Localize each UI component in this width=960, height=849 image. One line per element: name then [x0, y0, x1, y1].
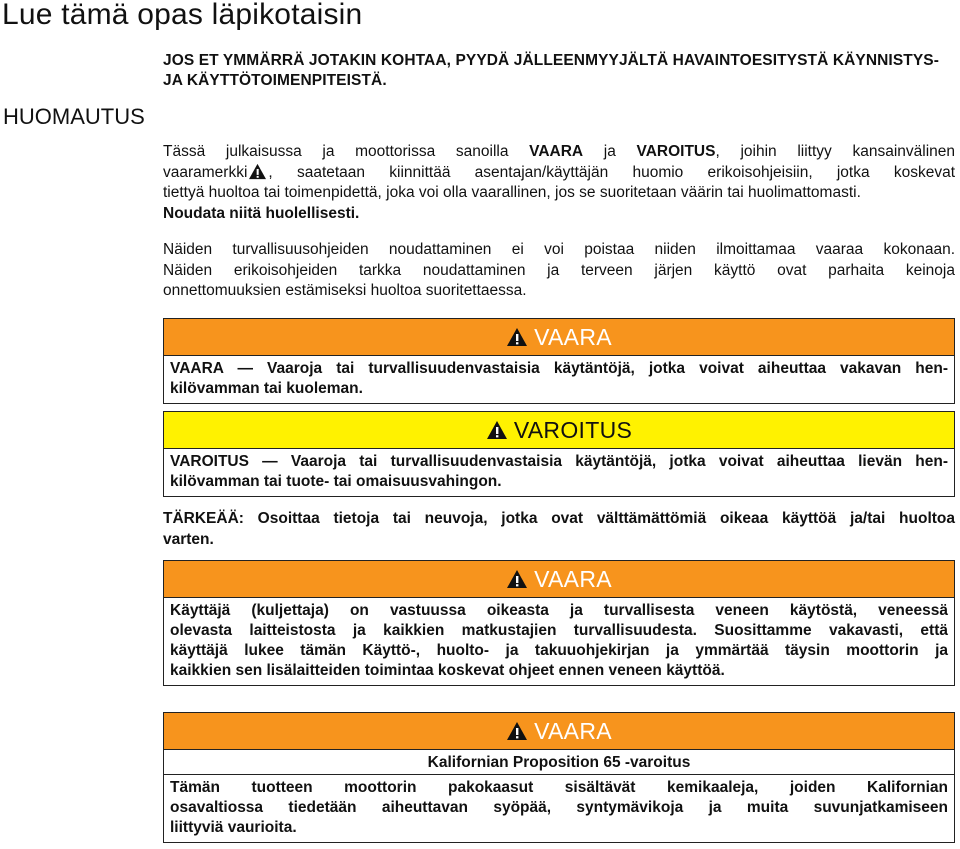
intro-line-2: vaaramerkki , saatetaan kiinnittää asentajan/käyttäjän huomio erikoisohjeisiin, jotka koskevat: [163, 163, 955, 181]
warning-triangle-icon: [248, 163, 267, 180]
tarkeaa-note: TÄRKEÄÄ: Osoittaa tietoja tai neuvoja, jotka ovat välttämättömiä oikeaa käyttöä ja/tai huoltoa varten.: [163, 510, 955, 548]
notice-side-label: HUOMAUTUS: [3, 104, 145, 129]
vaara-definition-heading: VAARA: [534, 323, 612, 350]
vaara-definition-header: [164, 319, 954, 356]
vaara-prop65-header: [164, 713, 954, 750]
vaara-definition-text: VAARA — Vaaroja tai turvallisuudenvastaisia käytäntöjä, jotka voivat aiheuttaa vakavan hen- kilövamman tai kuoleman.: [170, 360, 948, 397]
warning-triangle-icon: [506, 569, 528, 589]
vaara-user-header: [164, 561, 954, 598]
varoitus-definition-box: [163, 411, 955, 497]
prop65-text: Tämän tuotteen moottorin pakokaasut sisältävät kemikaaleja, joiden Kalifornian osavaltiossa tiedetään aiheuttavan syöpää, syntymävikoja ja muita suvunjatkamiseen liittyviä vaurioita.: [170, 779, 948, 836]
intro-line-3: tiettyä huoltoa tai toimenpidettä, joka voi olla vaarallinen, jos se suoritetaan väärin tai huolimattomasti.: [163, 184, 861, 201]
limits-paragraph: [163, 240, 955, 302]
varoitus-definition-header: [164, 412, 954, 449]
limits-line-3: onnettomuuksien estämiseksi huoltoa suoritettaessa.: [163, 282, 527, 299]
vaara-definition-box: [163, 318, 955, 404]
intro-line-1: Tässä julkaisussa ja moottorissa sanoilla VAARA ja VAROITUS, joihin liittyy kansainvälinen: [163, 143, 955, 160]
prop65-subheading: Kalifornian Proposition 65 -varoitus: [164, 750, 954, 775]
caps-warning-text: JOS ET YMMÄRRÄ JOTAKIN KOHTAA, PYYDÄ JÄLLEENMYYJÄLTÄ HAVAINTOESITYSTÄ KÄYNNISTYS- JA KÄYTTÖTOIMENPITEISTÄ.: [163, 52, 939, 89]
vaara-user-heading: VAARA: [534, 565, 612, 592]
varoitus-definition-text: VAROITUS — Vaaroja tai turvallisuudenvastaisia käytäntöjä, jotka voivat aiheuttaa lievän hen- kilövamman tai tuote- tai omaisuusvahingon.: [170, 453, 948, 490]
vaara-prop65-heading: VAARA: [534, 717, 612, 744]
page-title: Lue tämä opas läpikotaisin: [2, 0, 363, 31]
limits-line-1: Näiden turvallisuusohjeiden noudattaminen ei voi poistaa niiden ilmoittamaa vaaraa kokonaan.: [163, 241, 955, 258]
intro-line-4: Noudata niitä huolellisesti.: [163, 204, 360, 222]
vaara-prop65-box: [163, 712, 955, 843]
warning-triangle-icon: [486, 420, 508, 440]
limits-line-2: Näiden erikoisohjeiden tarkka noudattaminen ja terveen järjen käyttö ovat parhaita keinoja: [163, 261, 955, 279]
vaara-user-responsibility-box: [163, 560, 955, 686]
warning-triangle-icon: [506, 721, 528, 741]
vaara-user-text: Käyttäjä (kuljettaja) on vastuussa oikeasta ja turvallisesta veneen käytöstä, veneessä olevasta laitteistosta ja kaikkien matkustajien turvallisuudesta. Suosittamme vakavasti, että käyttäjä lukee tämän Käyttö-, huolto- ja takuuohjekirjan ja ymmärtää täysin moottorin ja kaikkien sen lisälaitteiden toimintaa koskevat ohjeet ennen veneen käyttöä.: [170, 602, 948, 679]
warning-triangle-icon: [506, 327, 528, 347]
varoitus-definition-heading: VAROITUS: [513, 416, 633, 443]
intro-paragraph: [163, 142, 955, 224]
